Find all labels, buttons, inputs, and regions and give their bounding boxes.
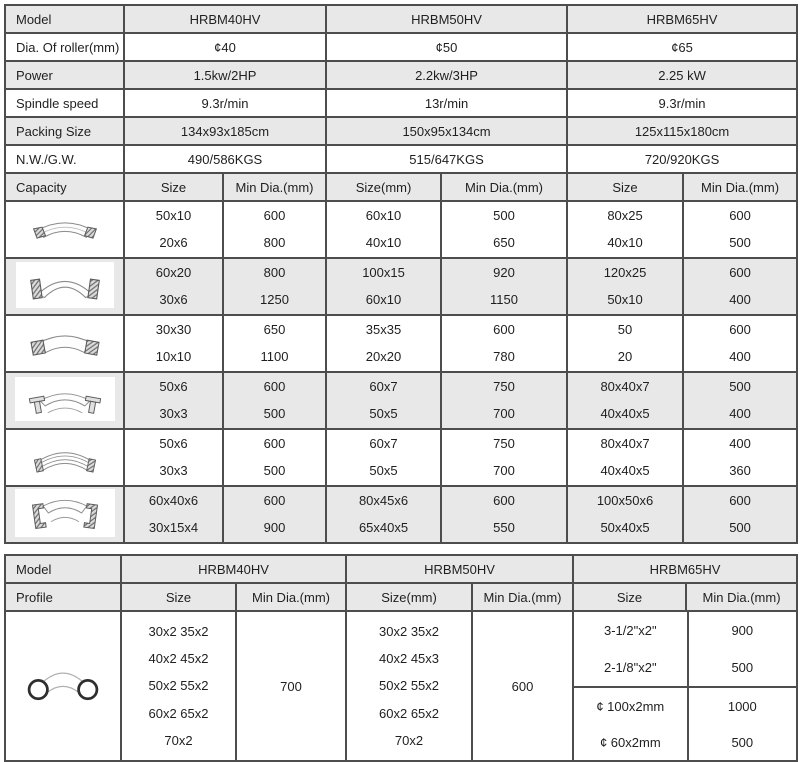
size-value: 70x2 (164, 732, 193, 748)
spec-value: 9.3r/min (567, 89, 797, 117)
m65-tube-groups (574, 612, 796, 760)
row-label: Model (5, 5, 124, 33)
spec-value: ¢65 (567, 33, 797, 61)
min-dia-value: 500 (729, 235, 751, 251)
size-value: 30x3 (159, 463, 188, 479)
size-value: 60x10 (365, 207, 402, 223)
min-dia-value: 500 (729, 520, 751, 536)
min-dia-value: 600 (263, 378, 286, 394)
flat-bar-edgewise-profile-icon (16, 262, 114, 308)
size-value: 60x20 (155, 264, 192, 280)
capacity-row (5, 315, 797, 372)
min-dia-values (684, 430, 796, 485)
size-value: 20x6 (159, 235, 188, 251)
size-values (568, 202, 682, 257)
min-dia-value: 600 (472, 611, 573, 761)
tube-size-values (347, 612, 471, 760)
min-dia-value: 1000 (727, 698, 757, 714)
size-value: 30x6 (159, 292, 188, 308)
capacity-row (5, 201, 797, 258)
spec-row-weight (5, 145, 797, 173)
size-value: 50x5 (369, 463, 398, 479)
angle-leg-out-profile-icon (15, 377, 115, 421)
size-value: 50 (617, 321, 633, 337)
size-values (125, 316, 222, 371)
column-header: Min Dia.(mm) (223, 173, 326, 201)
size-values (125, 259, 222, 314)
min-dia-value: 800 (263, 235, 286, 251)
size-value: 60x2 65x2 (379, 705, 440, 721)
column-header: Min Dia.(mm) (686, 583, 797, 611)
min-dia-values (224, 316, 325, 371)
size-value: 20 (617, 349, 633, 365)
size-value: ¢ 60x2mm (599, 734, 661, 750)
size-value: 80x45x6 (358, 492, 409, 508)
capacity-row (5, 429, 797, 486)
spec-row-power (5, 61, 797, 89)
min-dia-values (442, 487, 566, 542)
size-value: 10x10 (155, 349, 192, 365)
model-name: HRBM40HV (121, 555, 346, 583)
size-value: 80x25 (607, 207, 643, 223)
size-value: 40x40x5 (600, 406, 650, 422)
spec-value: 125x115x180cm (567, 117, 797, 145)
size-value: 40x10 (607, 235, 643, 251)
min-dia-values (224, 202, 325, 257)
size-value: 50x2 55x2 (148, 678, 209, 694)
size-value: 30x15x4 (148, 520, 199, 536)
min-dia-values (687, 686, 796, 760)
size-values (125, 373, 222, 428)
column-header: Size (124, 173, 223, 201)
capacity-row (5, 372, 797, 429)
spec-row-spindle-speed (5, 89, 797, 117)
spec-value: 2.2kw/3HP (326, 61, 567, 89)
spec-value: 1.5kw/2HP (124, 61, 326, 89)
size-value: 65x40x5 (358, 520, 409, 536)
size-value: 70x2 (394, 732, 424, 748)
size-values (327, 259, 440, 314)
min-dia-value: 900 (263, 520, 286, 536)
min-dia-values (687, 612, 796, 686)
model-name: HRBM50HV (346, 555, 573, 583)
column-header: Min Dia.(mm) (236, 583, 346, 611)
size-value: 50x2 55x2 (379, 678, 440, 694)
min-dia-value: 500 (263, 406, 286, 422)
size-value: ¢ 100x2mm (596, 698, 665, 714)
channel-profile-icon (15, 489, 115, 537)
profile-header-row (5, 583, 797, 611)
min-dia-value: 600 (729, 207, 751, 223)
m65-tube-capacity-cell (573, 611, 797, 761)
spec-table (4, 4, 798, 544)
column-header: Size(mm) (326, 173, 441, 201)
min-dia-value: 600 (493, 321, 515, 337)
spec-value: ¢50 (326, 33, 567, 61)
spec-row-packing-size (5, 117, 797, 145)
column-header: Size (567, 173, 683, 201)
size-value: 30x3 (159, 406, 188, 422)
size-values (568, 373, 682, 428)
min-dia-value: 920 (493, 264, 515, 280)
size-value: 40x2 45x3 (379, 651, 440, 667)
min-dia-value: 500 (493, 207, 515, 223)
profile-icon-cell (5, 372, 124, 429)
size-values (568, 316, 682, 371)
min-dia-values (684, 259, 796, 314)
size-values (327, 202, 440, 257)
size-value: 120x25 (603, 264, 647, 280)
size-value: 50x6 (159, 435, 188, 451)
size-value: 50x10 (155, 207, 192, 223)
size-values (568, 259, 682, 314)
size-value: 100x50x6 (596, 492, 654, 508)
profile-data-row (5, 611, 797, 761)
size-value: 40x10 (365, 235, 402, 251)
tube-size-values (122, 612, 235, 760)
size-value: 50x40x5 (600, 520, 650, 536)
min-dia-value: 600 (729, 321, 751, 337)
min-dia-value: 550 (493, 520, 515, 536)
min-dia-values (684, 316, 796, 371)
min-dia-values (442, 430, 566, 485)
spec-row-roller-dia (5, 33, 797, 61)
spec-row-model (5, 5, 797, 33)
min-dia-values (442, 316, 566, 371)
profile-icon-cell (5, 201, 124, 258)
model-name: HRBM40HV (124, 5, 326, 33)
spec-value: 490/586KGS (124, 145, 326, 173)
size-value: 50x5 (369, 406, 398, 422)
min-dia-value: 400 (729, 292, 751, 308)
column-header: Size (573, 583, 686, 611)
profile-icon-cell (5, 315, 124, 372)
size-value: 40x40x5 (600, 463, 650, 479)
spec-value: 134x93x185cm (124, 117, 326, 145)
min-dia-value: 500 (263, 463, 286, 479)
min-dia-values (442, 202, 566, 257)
min-dia-value: 900 (731, 623, 754, 638)
min-dia-values (684, 487, 796, 542)
profile-model-row (5, 555, 797, 583)
size-value: 20x20 (365, 349, 402, 365)
column-header: Min Dia.(mm) (441, 173, 567, 201)
capacity-label: Capacity (5, 173, 124, 201)
size-value: 60x40x6 (148, 492, 199, 508)
min-dia-value: 1250 (260, 292, 289, 308)
tube-profile-icon (11, 656, 115, 714)
min-dia-value: 650 (493, 235, 515, 251)
min-dia-value: 1100 (260, 349, 289, 365)
size-value: 3-1/2"x2" (604, 623, 657, 638)
angle-leg-in-profile-icon (17, 435, 113, 477)
capacity-header-row (5, 173, 797, 201)
spec-value: ¢40 (124, 33, 326, 61)
column-header: Size (121, 583, 236, 611)
min-dia-value: 400 (729, 349, 751, 365)
size-value: 60x7 (369, 378, 398, 394)
min-dia-values (224, 373, 325, 428)
column-header: Min Dia.(mm) (472, 583, 573, 611)
row-label: Dia. Of roller(mm) (5, 33, 124, 61)
min-dia-value: 1150 (490, 292, 518, 308)
spec-value: 13r/min (326, 89, 567, 117)
size-value: 60x7 (369, 435, 398, 451)
spec-value: 515/647KGS (326, 145, 567, 173)
min-dia-values (442, 373, 566, 428)
model-name: HRBM50HV (326, 5, 567, 33)
min-dia-value: 500 (731, 734, 754, 750)
row-label: Spindle speed (5, 89, 124, 117)
size-value: 30x2 35x2 (379, 624, 440, 640)
min-dia-value: 400 (729, 406, 751, 422)
size-values (568, 487, 682, 542)
size-value: 40x2 45x2 (148, 651, 209, 667)
min-dia-values (224, 430, 325, 485)
min-dia-value: 400 (729, 435, 751, 451)
size-value: 60x2 65x2 (148, 705, 209, 721)
spec-value: 2.25 kW (567, 61, 797, 89)
model-name: HRBM65HV (567, 5, 797, 33)
size-values (125, 202, 222, 257)
capacity-row (5, 258, 797, 315)
size-values (327, 373, 440, 428)
min-dia-values (442, 259, 566, 314)
min-dia-values (224, 259, 325, 314)
min-dia-value: 600 (263, 435, 286, 451)
min-dia-value: 500 (731, 660, 754, 675)
profile-icon-cell (5, 258, 124, 315)
size-value: 50x10 (607, 292, 643, 308)
model-name: HRBM65HV (573, 555, 797, 583)
min-dia-values (224, 487, 325, 542)
min-dia-value: 780 (493, 349, 515, 365)
column-header: Size(mm) (346, 583, 472, 611)
size-value: 35x35 (365, 321, 402, 337)
capacity-row (5, 486, 797, 543)
profile-icon-cell (5, 486, 124, 543)
square-bar-profile-icon (17, 320, 113, 364)
min-dia-value: 500 (729, 378, 751, 394)
profile-icon-cell (5, 611, 121, 761)
size-values (327, 430, 440, 485)
min-dia-value: 600 (263, 207, 286, 223)
min-dia-value: 360 (729, 463, 751, 479)
row-label: Power (5, 61, 124, 89)
min-dia-value: 750 (493, 435, 515, 451)
size-value: 80x40x7 (600, 378, 650, 394)
min-dia-value: 750 (493, 378, 515, 394)
min-dia-value: 700 (493, 406, 515, 422)
size-value: 80x40x7 (600, 435, 650, 451)
row-label: N.W./G.W. (5, 145, 124, 173)
row-label: Packing Size (5, 117, 124, 145)
profile-table (4, 554, 798, 762)
min-dia-value: 600 (729, 264, 751, 280)
min-dia-value: 600 (729, 492, 751, 508)
size-values (574, 612, 687, 686)
size-values (327, 316, 440, 371)
min-dia-value: 800 (263, 264, 286, 280)
size-value: 100x15 (362, 264, 405, 280)
size-values (327, 487, 440, 542)
size-values (568, 430, 682, 485)
min-dia-value: 700 (236, 611, 346, 761)
spec-value: 150x95x134cm (326, 117, 567, 145)
min-dia-value: 600 (263, 492, 286, 508)
flat-bar-flatwise-profile-icon (18, 208, 112, 248)
size-value: 30x30 (155, 321, 192, 337)
profile-icon-cell (5, 429, 124, 486)
spec-value: 720/920KGS (567, 145, 797, 173)
size-value: 2-1/8"x2" (604, 660, 657, 675)
min-dia-value: 700 (493, 463, 515, 479)
min-dia-value: 650 (263, 321, 286, 337)
profile-label: Profile (5, 583, 121, 611)
min-dia-values (684, 373, 796, 428)
size-values (125, 430, 222, 485)
size-value: 30x2 35x2 (148, 624, 209, 640)
min-dia-value: 600 (493, 492, 515, 508)
spec-value: 9.3r/min (124, 89, 326, 117)
size-value: 60x10 (365, 292, 402, 308)
size-values (125, 487, 222, 542)
min-dia-values (684, 202, 796, 257)
column-header: Min Dia.(mm) (683, 173, 797, 201)
size-value: 50x6 (159, 378, 188, 394)
size-values (574, 686, 687, 760)
row-label: Model (5, 555, 121, 583)
